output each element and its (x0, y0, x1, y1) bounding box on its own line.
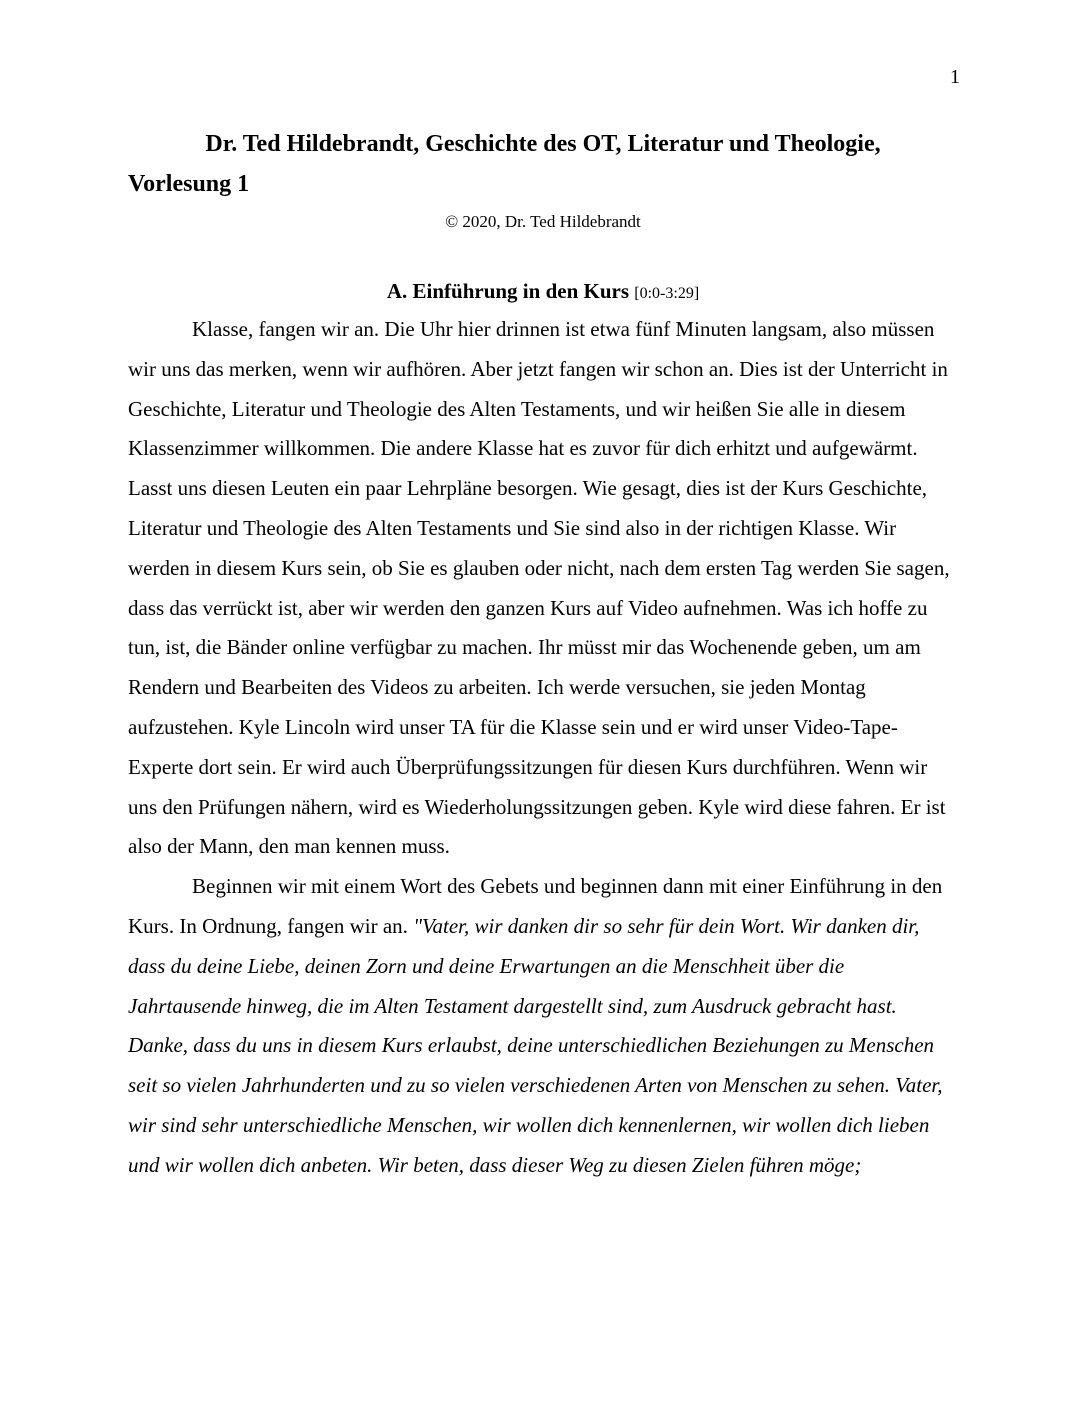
document-title (128, 124, 958, 204)
paragraph-2 (128, 867, 960, 1185)
section-heading-text: A. Einführung in den Kurs (386, 279, 630, 303)
paragraph-1: Klasse, fangen wir an. Die Uhr hier drinnen ist etwa fünf Minuten langsam, also müssen wir uns das merken, wenn wir aufhören. Aber jetzt fangen wir schon an. Dies ist der Unterricht in Geschichte, Literatur und Theologie des Alten Testaments, und wir heißen Sie alle in diesem Klassenzimmer willkommen. Die andere Klasse hat es zuvor für dich erhitzt und aufgewärmt. Lasst uns diesen Leuten ein paar Lehrpläne besorgen. Wie gesagt, dies ist der Kurs Geschichte, Literatur und Theologie des Alten Testaments und Sie sind also in der richtigen Klasse. Wir werden in diesem Kurs sein, ob Sie es glauben oder nicht, nach dem ersten Tag werden Sie sagen, dass das verrückt ist, aber wir werden den ganzen Kurs auf Video aufnehmen. Was ich hoffe zu tun, ist, die Bänder online verfügbar zu machen. Ihr müsst mir das Wochenende geben, um am Rendern und Bearbeiten des Videos zu arbeiten. Ich werde versuchen, sie jeden Montag aufzustehen. Kyle Lincoln wird unser TA für die Klasse sein und er wird unser Video-Tape-Experte dort sein. Er wird auch Überprüfungssitzungen für diesen Kurs durchführen. Wenn wir uns den Prüfungen nähern, wird es Wiederholungssitzungen geben. Kyle wird diese fahren. Er ist also der Mann, den man kennen muss. (128, 317, 950, 859)
prayer-quote: "Vater, wir danken dir so sehr für dein Wort. Wir danken dir, dass du deine Liebe, deinen Zorn und deine Erwartungen an die Menschheit über die Jahrtausende hinweg, die im Alten Testament dargestellt sind, zum Ausdruck gebracht hast. Danke, dass du uns in diesem Kurs erlaubst, deine unterschiedlichen Beziehungen zu Menschen seit so vielen Jahrhunderten und zu so vielen verschiedenen Arten von Menschen zu sehen. Vater, wir sind sehr unterschiedliche Menschen, wir wollen dich kennenlernen, wir wollen dich lieben und wir wollen dich anbeten. Wir beten, dass dieser Weg zu diesen Zielen führen möge; (128, 913, 943, 1177)
section-heading (128, 276, 958, 309)
title-line-1: Dr. Ted Hildebrandt, Geschichte des OT, Literatur und Theologie, (205, 131, 881, 157)
title-line-2: Vorlesung 1 (128, 171, 250, 197)
section-timestamp: [0:0-3:29] (634, 285, 700, 302)
body-text (128, 310, 960, 1186)
copyright-notice: © 2020, Dr. Ted Hildebrandt (445, 212, 641, 231)
page-number: 1 (950, 66, 960, 88)
paragraph-2-text: Beginnen wir mit einem Wort des Gebets und beginnen dann mit einer Einführung in den Kurs. In Ordnung, fangen wir an. (128, 874, 943, 938)
